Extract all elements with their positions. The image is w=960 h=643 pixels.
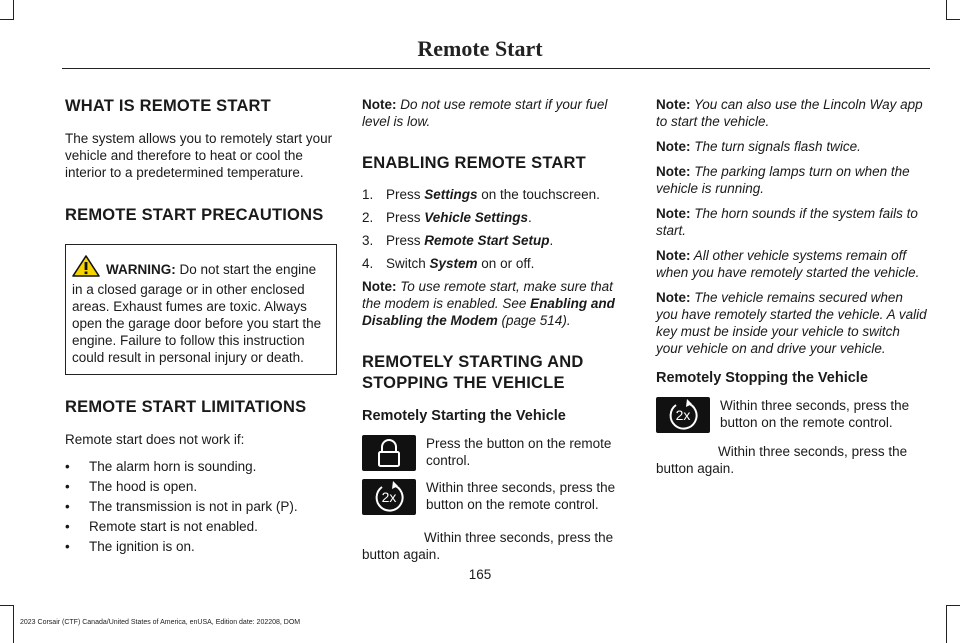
paragraph-what-is: The system allows you to remotely start your vehicle and therefore to heat or cool the interior to a predetermined temperature. (65, 131, 333, 180)
list-item: • Remote start is not enabled. (65, 518, 337, 535)
crop-mark (13, 605, 14, 643)
subheading-stopping: Remotely Stopping the Vehicle (656, 370, 868, 386)
start-step-lock (362, 435, 624, 475)
warning-text: Do not start the engine in a closed garage or in other enclosed areas. Exhaust fumes are toxic. Always open the garage door before you start the engine. Failure to follow this instruction could result in personal injury or death. (72, 262, 322, 365)
note-text: The vehicle remains secured when you have remotely started the vehicle. A valid key must be inside your vehicle to switch your vehicle on and drive your vehicle. (656, 290, 927, 356)
step-menu-name: Vehicle Settings (424, 210, 529, 225)
warning-box (65, 244, 337, 375)
column-right (656, 96, 928, 477)
footer-edition: 2023 Corsair (CTF) Canada/United States of America, enUSA, Edition date: 202208, DOM (20, 619, 301, 626)
note-label: Note: (656, 290, 691, 305)
list-item: • The transmission is not in park (P). (65, 498, 337, 515)
heading-enabling: ENABLING REMOTE START (362, 154, 586, 172)
heading-line: STOPPING THE VEHICLE (362, 374, 565, 392)
step-item (362, 255, 624, 272)
cross-reference-link[interactable]: Enabling and Disabling the Modem (362, 296, 615, 328)
note-item (656, 96, 928, 130)
limitations-list (65, 458, 337, 555)
crop-mark (13, 0, 14, 20)
list-item: • The alarm horn is sounding. (65, 458, 337, 475)
note-label: Note: (362, 279, 397, 294)
note-text: The turn signals flash twice. (690, 139, 861, 154)
step-number: 2. (362, 210, 374, 225)
crop-mark (946, 0, 947, 20)
step-menu-name: System (429, 256, 478, 271)
note-item (656, 247, 928, 281)
step-item (362, 186, 624, 203)
step-text: Press (386, 210, 425, 225)
note-label: Note: (362, 97, 397, 112)
column-left (65, 96, 337, 558)
list-item: • The hood is open. (65, 478, 337, 495)
note-item (656, 289, 928, 357)
step-text: on the touchscreen. (477, 187, 600, 202)
crop-mark (0, 605, 14, 606)
icon-2x-text: 2x (675, 407, 691, 423)
stop-step-2x (656, 397, 928, 437)
step-number: 3. (362, 233, 374, 248)
step-item (362, 232, 624, 249)
step-text: . (549, 233, 554, 248)
start-step-text: Within three seconds, press the button again. (362, 530, 614, 562)
header-divider (62, 68, 930, 69)
heading-starting-stopping (362, 352, 624, 394)
note-item (656, 205, 928, 239)
note-modem (362, 278, 624, 329)
crop-mark (0, 19, 14, 20)
note-label: Note: (656, 97, 691, 112)
page-number: 165 (468, 567, 492, 582)
note-item (656, 138, 928, 155)
note-label: Note: (656, 164, 691, 179)
note-text: You can also use the Lincoln Way app to start the vehicle. (656, 97, 923, 129)
note-label: Note: (656, 206, 691, 221)
crop-mark (946, 19, 960, 20)
subheading-starting: Remotely Starting the Vehicle (362, 408, 566, 424)
double-press-2x-icon (362, 479, 416, 515)
note-label: Note: (656, 248, 691, 263)
start-step-text: Within three seconds, press the button on the remote control. (426, 480, 616, 512)
lock-icon (362, 435, 416, 471)
step-number: 4. (362, 256, 374, 271)
step-text: Press (386, 233, 425, 248)
crop-mark (946, 605, 947, 643)
note-page-ref: (page 514). (497, 313, 571, 328)
icon-2x-text: 2x (381, 489, 397, 505)
heading-limitations: REMOTE START LIMITATIONS (65, 398, 307, 416)
warning-triangle-icon (72, 255, 100, 281)
note-text: To use remote start, make sure that the modem is enabled. See (362, 279, 613, 311)
step-text: . (528, 210, 532, 225)
crop-mark (946, 605, 960, 606)
note-text: The parking lamps turn on when the vehicle is running. (656, 164, 910, 196)
heading-line: REMOTELY STARTING AND (362, 353, 584, 371)
step-item (362, 209, 624, 226)
note-text: All other vehicle systems remain off when you have remotely started the vehicle. (656, 248, 920, 280)
heading-precautions: REMOTE START PRECAUTIONS (65, 206, 324, 224)
step-text: Press (386, 187, 425, 202)
stop-step-text: Within three seconds, press the button on the remote control. (720, 398, 910, 430)
start-step-2x (362, 479, 624, 519)
warning-label: WARNING: (106, 262, 176, 277)
note-item (656, 163, 928, 197)
step-number: 1. (362, 187, 374, 202)
paragraph-limitations: Remote start does not work if: (65, 432, 245, 447)
step-menu-name: Remote Start Setup (424, 233, 550, 248)
note-text: Do not use remote start if your fuel level is low. (362, 97, 608, 129)
enabling-steps (362, 186, 624, 272)
double-press-2x-icon (656, 397, 710, 433)
step-text: on or off. (477, 256, 535, 271)
step-text: Switch (386, 256, 430, 271)
list-item: • The ignition is on. (65, 538, 337, 555)
page-title: Remote Start (417, 36, 543, 61)
note-label: Note: (656, 139, 691, 154)
stop-step-text: Within three seconds, press the button again. (656, 444, 908, 476)
column-middle (362, 96, 624, 563)
heading-what-is: WHAT IS REMOTE START (65, 97, 271, 115)
note-fuel (362, 96, 624, 130)
note-text: The horn sounds if the system fails to start. (656, 206, 918, 238)
start-step-text: Press the button on the remote control. (426, 436, 612, 468)
step-menu-name: Settings (424, 187, 478, 202)
